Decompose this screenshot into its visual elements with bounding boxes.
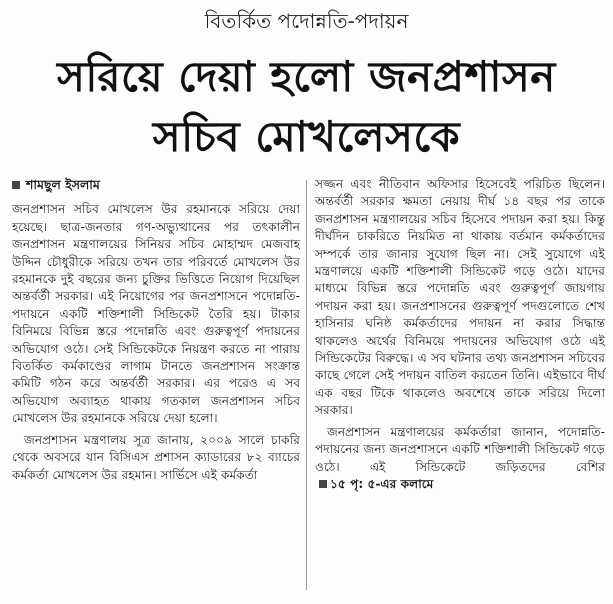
right-paragraph-2 <box>315 424 605 494</box>
byline <box>12 176 300 193</box>
article-kicker: বিতর্কিত পদোন্নতি-পদায়ন <box>204 9 409 33</box>
jump-bullet-icon <box>319 480 327 488</box>
column-divider <box>306 180 307 590</box>
continuation-jump <box>315 477 433 491</box>
right-paragraph-2-text: জনপ্রশাসন মন্ত্রণালয়ের কর্মকর্তারা জানান, পদোন্নতি-পদায়নের জন্য জনপ্রশাসনে একটি শক্তিশালী সিন্ডিকেট গড়ে ওঠে। এই সিন্ডিকেটে জড়িতদের বেশির <box>315 424 605 474</box>
headline-line-1: সরিয়ে দেয়া হলো জনপ্রশাসন <box>57 52 556 101</box>
right-paragraph-1: সজ্জন এবং নীতিবান অফিসার হিসেবেই পরিচিত ছিলেন। অন্তর্বর্তী সরকার ক্ষমতা নেয়ায় দীর্ঘ ১৪ বছর পর তাকে জনপ্রশাসন মন্ত্রণালয়ের সচিব হিসেবে পদায়ন করা হয়। কিন্তু দীর্ঘদিন চাকরিতে নিয়মিত না থাকায় বর্তমান কর্মকর্তাদের সম্পর্কে তার জানার সুযোগ ছিল না। সেই সুযোগে এই মন্ত্রণালয়ে একটি শক্তিশালী সিন্ডিকেট গড়ে ওঠে। যাদের মাধ্যমে বিভিন্ন স্তরে পদোন্নতি এবং গুরুত্বপূর্ণ জায়গায় পদায়ন করা হয়। জনপ্রশাসনের গুরুত্বপূর্ণ পদগুলোতে শেখ হাসিনার ঘনিষ্ঠ কর্মকর্তাদের পদায়ন না করার সিদ্ধান্ত থাকলেও অর্থের বিনিময়ে পদায়নের অভিযোগ ওঠে এই সিন্ডিকেটের বিরুদ্ধে। এ সব ঘটনার তথ্য জনপ্রশাসন সচিবের কাছে গেলে সেই পদায়ন বাতিল করতেন তিনি। এইভাবে দীর্ঘ এক বছর টিকে থাকলেও অবশেষে তাকে সরিয়ে দিলো সরকার। <box>315 177 605 418</box>
jump-text: ১৫ পৃ: ৫-এর কলামে <box>330 476 434 491</box>
byline-author: শামছুল ইসলাম <box>26 177 100 192</box>
byline-bullet-icon <box>12 181 20 189</box>
left-paragraph-2: জনপ্রশাসন মন্ত্রণালয় সূত্র জানায়, ২০০৯ সালে চাকরি থেকে অবসরে যান বিসিএস প্রশাসন ক্যাডারের ৮২ ব্যাচের কর্মকর্তা মোখলেস উর রহমান। সার্ভিসে এই কর্মকর্তা <box>12 432 300 482</box>
article-column-right <box>315 176 605 497</box>
headline-line-2: সচিব মোখলেসকে <box>152 112 461 161</box>
left-paragraph-1: জনপ্রশাসন সচিব মোখলেস উর রহমানকে সরিয়ে দেয়া হয়েছে। ছাত্র-জনতার গণ-অভ্যুত্থানের পর তৎকালীন জনপ্রশাসন মন্ত্রণালয়ের সিনিয়র সচিব মোহাম্মদ মেজবাহ উদ্দিন চৌধুরীকে সরিয়ে তখন তার পরিবর্তে মোখলেস উর রহমানকে দুই বছরের জন্য চুক্তির ভিত্তিতে নিয়োগ দিয়েছিল অন্তর্বর্তী সরকার। এই নিয়োগের পর জনপ্রশাসনে পদোন্নতি-পদায়নে একটি শক্তিশালী সিন্ডিকেট তৈরি হয়। টাকার বিনিময়ে বিভিন্ন স্তরে পদোন্নতি এবং গুরুত্বপূর্ণ পদায়নের অভিযোগ ওঠে। সেই সিন্ডিকেটকে নিয়ন্ত্রণ করতে না পারায় বিতর্কিত কর্মকাণ্ডের লাগাম টানতে জনপ্রশাসন সংক্রান্ত কমিটি গঠন করে অন্তর্বর্তী সরকার। এর পরেও এ সব অভিযোগ অব্যাহত থাকায় গতকাল জনপ্রশাসন সচিব মোখলেস উর রহমানকে সরিয়ে দেয়া হলো। <box>12 202 300 426</box>
article-column-left <box>12 176 300 488</box>
